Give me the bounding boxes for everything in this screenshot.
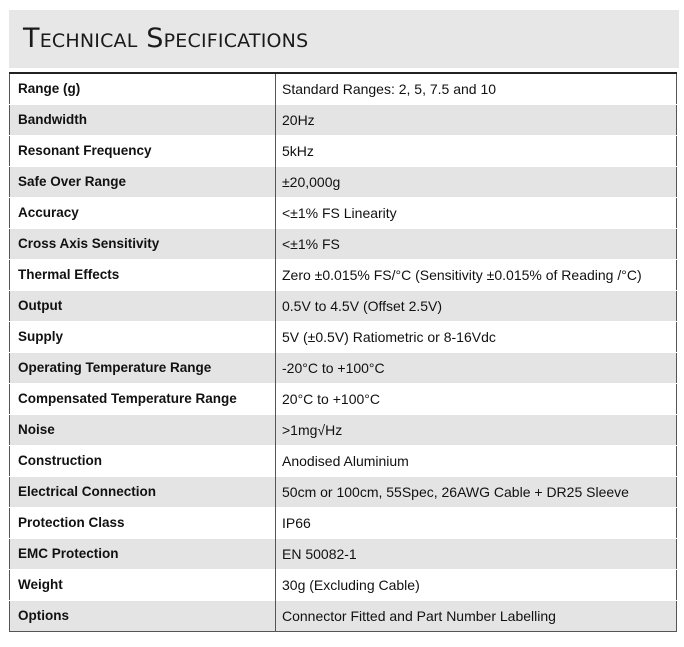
spec-value: Standard Ranges: 2, 5, 7.5 and 10 (276, 73, 677, 105)
spec-row (10, 384, 677, 415)
spec-value: -20°C to +100°C (276, 353, 677, 384)
spec-row (10, 291, 677, 322)
specifications-table-body (10, 73, 677, 632)
spec-row (10, 229, 677, 260)
section-header (9, 10, 679, 68)
spec-value: 0.5V to 4.5V (Offset 2.5V) (276, 291, 677, 322)
spec-row (10, 570, 677, 601)
spec-row (10, 539, 677, 570)
spec-row (10, 73, 677, 105)
spec-label: Options (10, 601, 276, 632)
spec-label: Supply (10, 322, 276, 353)
section-title: Technical Specifications (23, 23, 309, 54)
spec-label: Safe Over Range (10, 167, 276, 198)
spec-value: <±1% FS Linearity (276, 198, 677, 229)
spec-label: Operating Temperature Range (10, 353, 276, 384)
spec-value: >1mg√Hz (276, 415, 677, 446)
spec-label: Construction (10, 446, 276, 477)
spec-label: Electrical Connection (10, 477, 276, 508)
spec-label: Bandwidth (10, 105, 276, 136)
spec-label: Accuracy (10, 198, 276, 229)
spec-label: Weight (10, 570, 276, 601)
spec-label: Cross Axis Sensitivity (10, 229, 276, 260)
spec-row (10, 260, 677, 291)
spec-value: 20°C to +100°C (276, 384, 677, 415)
spec-row (10, 446, 677, 477)
spec-row (10, 415, 677, 446)
spec-label: Compensated Temperature Range (10, 384, 276, 415)
spec-label: Resonant Frequency (10, 136, 276, 167)
spec-value: EN 50082-1 (276, 539, 677, 570)
spec-label: Protection Class (10, 508, 276, 539)
spec-value: ±20,000g (276, 167, 677, 198)
spec-value: Connector Fitted and Part Number Labelling (276, 601, 677, 632)
spec-value: Zero ±0.015% FS/°C (Sensitivity ±0.015% of Reading /°C) (276, 260, 677, 291)
spec-value: IP66 (276, 508, 677, 539)
spec-row (10, 136, 677, 167)
spec-label: Range (g) (10, 73, 276, 105)
spec-row (10, 167, 677, 198)
spec-label: Noise (10, 415, 276, 446)
spec-value: 5V (±0.5V) Ratiometric or 8-16Vdc (276, 322, 677, 353)
spec-row (10, 198, 677, 229)
spec-value: 30g (Excluding Cable) (276, 570, 677, 601)
spec-value: 20Hz (276, 105, 677, 136)
spec-value: <±1% FS (276, 229, 677, 260)
spec-row (10, 601, 677, 632)
spec-value: Anodised Aluminium (276, 446, 677, 477)
specifications-table (9, 72, 677, 632)
spec-label: EMC Protection (10, 539, 276, 570)
spec-value: 50cm or 100cm, 55Spec, 26AWG Cable + DR25 Sleeve (276, 477, 677, 508)
spec-row (10, 322, 677, 353)
spec-row (10, 105, 677, 136)
spec-label: Thermal Effects (10, 260, 276, 291)
spec-row (10, 353, 677, 384)
spec-value: 5kHz (276, 136, 677, 167)
spec-label: Output (10, 291, 276, 322)
spec-row (10, 477, 677, 508)
spec-row (10, 508, 677, 539)
